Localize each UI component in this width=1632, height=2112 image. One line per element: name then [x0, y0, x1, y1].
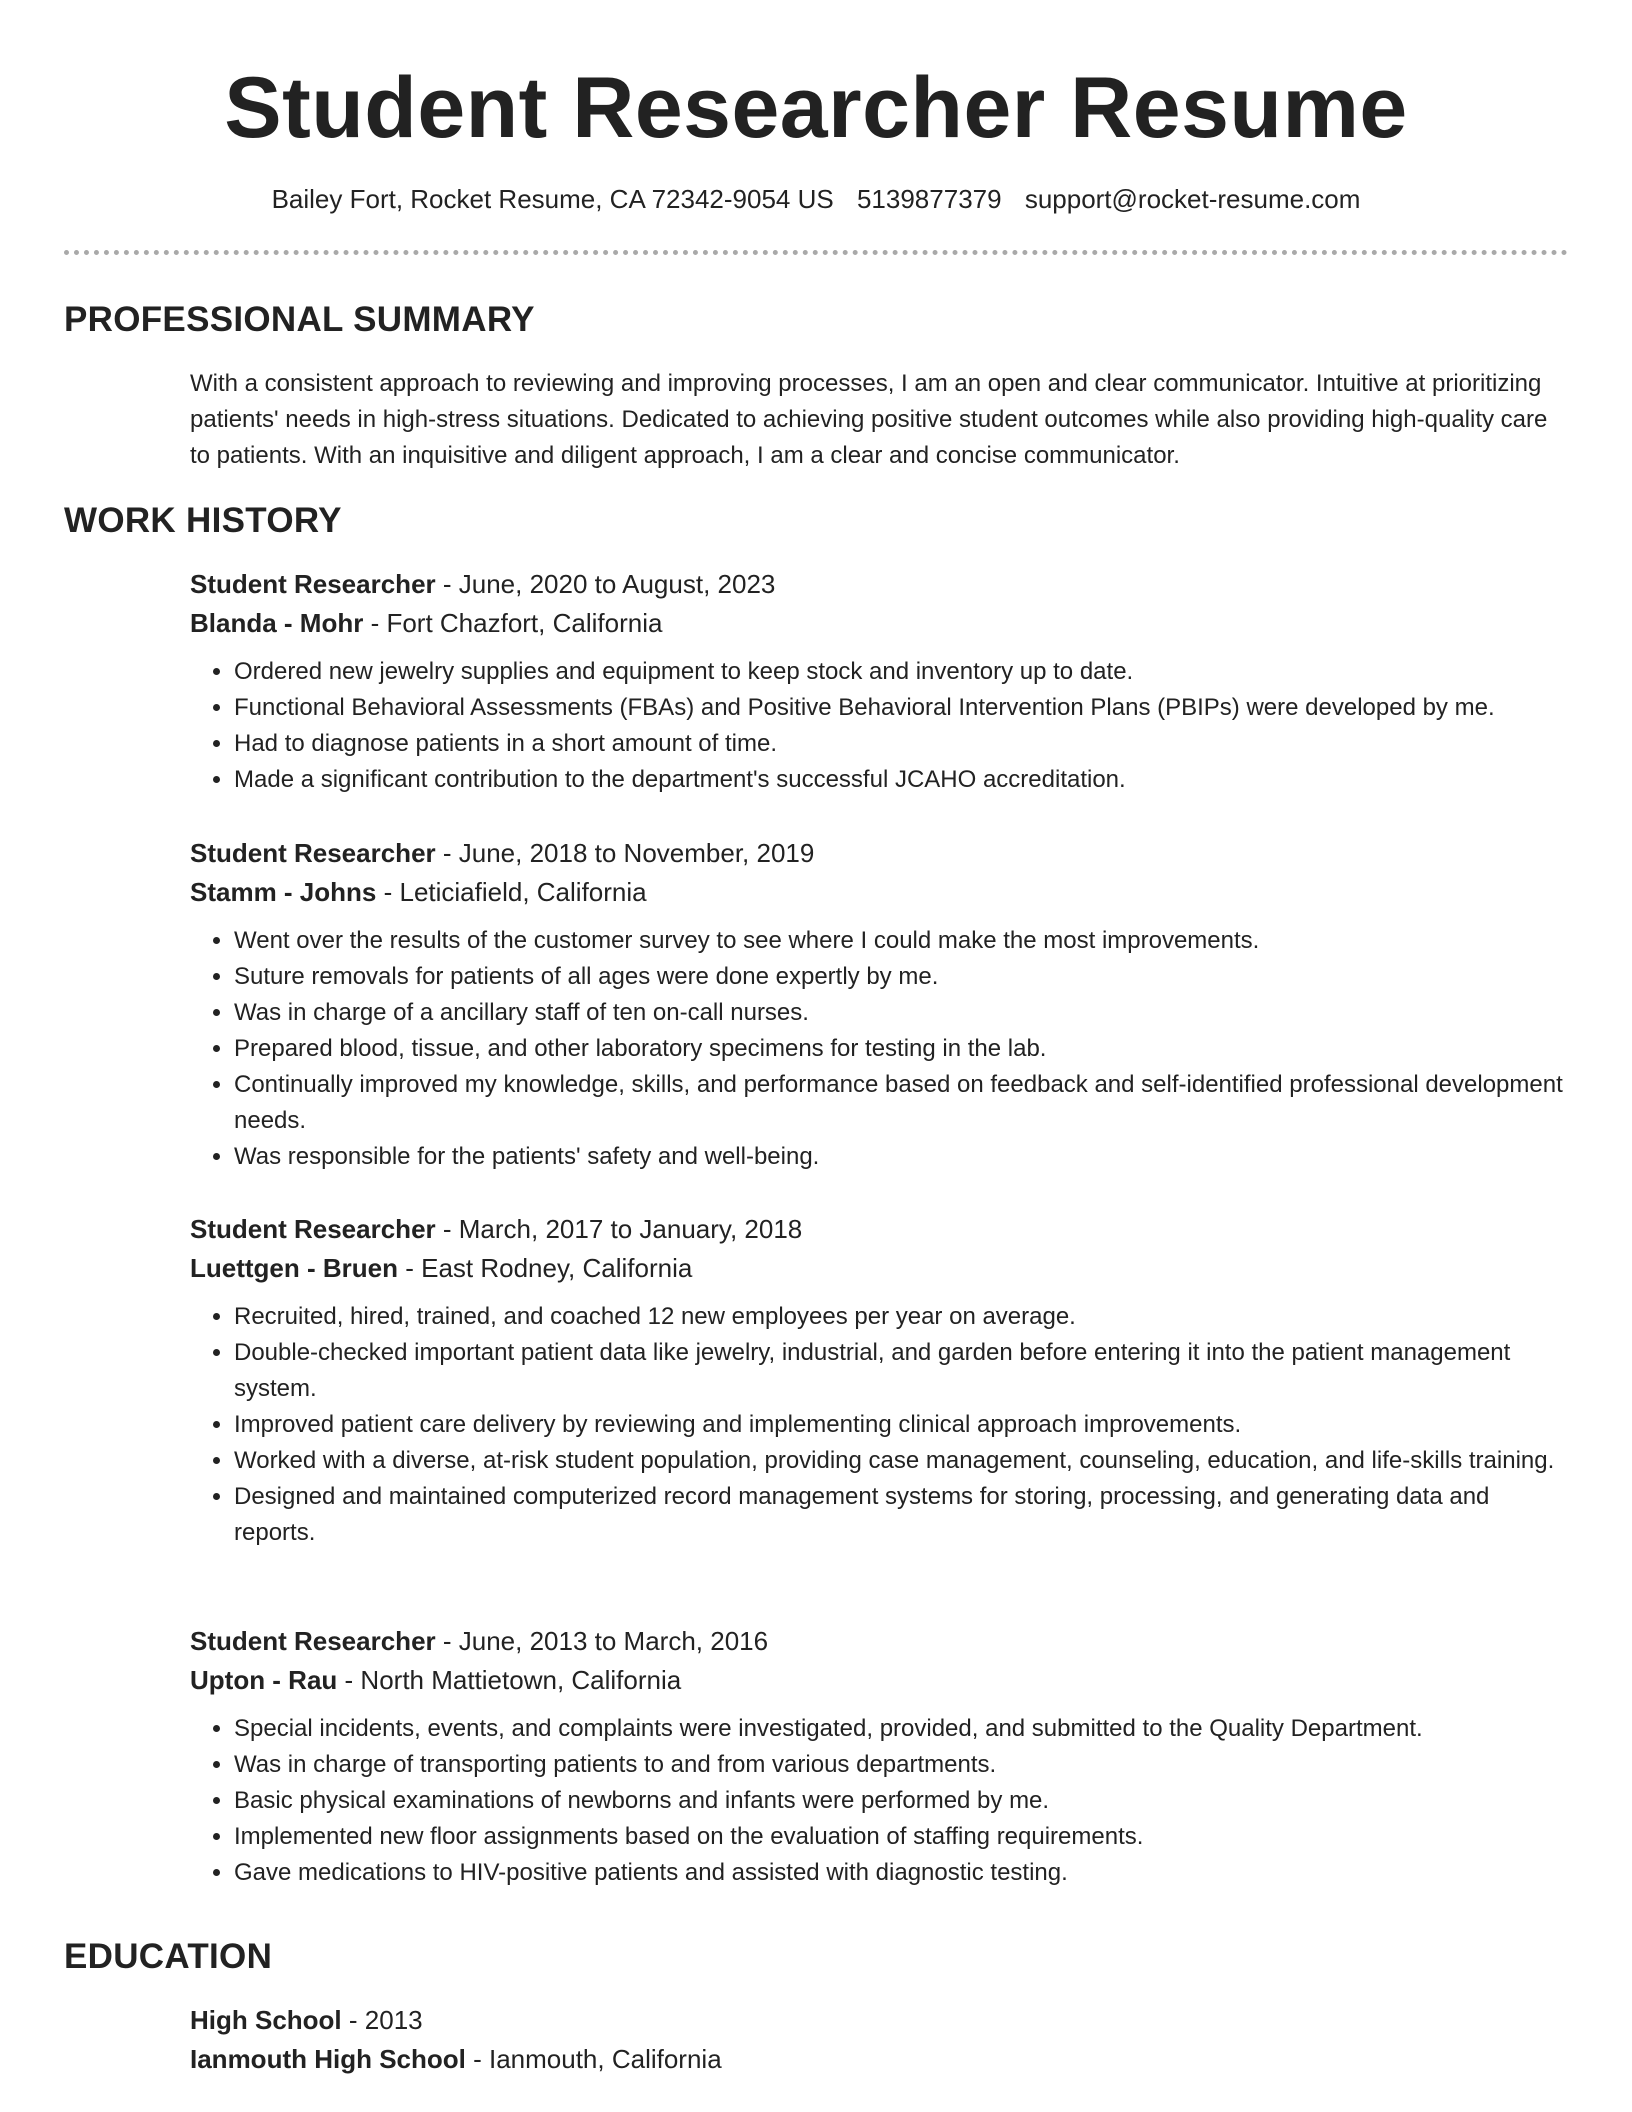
- job-company-line: [190, 604, 1570, 642]
- job-bullet: • Was in charge of transporting patients to and from various departments.: [234, 1747, 1570, 1783]
- job-bullet: • Continually improved my knowledge, skills, and performance based on feedback and self-identified professional development needs.: [234, 1067, 1570, 1139]
- job-bullet: • Functional Behavioral Assessments (FBAs) and Positive Behavioral Intervention Plans (PBIPs) were developed by me.: [234, 690, 1570, 726]
- job-entry: [190, 1210, 1570, 1551]
- education-entry: [190, 2001, 1570, 2078]
- job-bullet: • Basic physical examinations of newborns and infants were performed by me.: [234, 1783, 1570, 1819]
- job-bullet: • Went over the results of the customer survey to see where I could make the most improvements.: [234, 923, 1570, 959]
- job-bullet: • Improved patient care delivery by reviewing and implementing clinical approach improvements.: [234, 1407, 1570, 1443]
- job-bullet: • Was in charge of a ancillary staff of ten on-call nurses.: [234, 995, 1570, 1031]
- job-entry: [190, 565, 1570, 798]
- header-divider: [64, 250, 1568, 255]
- job-location: - Fort Chazfort, California: [363, 608, 663, 638]
- job-entry: [190, 1622, 1570, 1891]
- contact-address: Bailey Fort, Rocket Resume, CA 72342-9054 US: [271, 184, 834, 214]
- job-company: Stamm - Johns: [190, 877, 377, 907]
- job-bullet-list: [190, 1711, 1570, 1891]
- job-bullet: • Prepared blood, tissue, and other laboratory specimens for testing in the lab.: [234, 1031, 1570, 1067]
- job-bullet: • Made a significant contribution to the department's successful JCAHO accreditation.: [234, 762, 1570, 798]
- education-degree-line: [190, 2001, 1570, 2039]
- job-location: - East Rodney, California: [398, 1253, 693, 1283]
- job-bullet: • Special incidents, events, and complaints were investigated, provided, and submitted to the Quality Department.: [234, 1711, 1570, 1747]
- job-company: Upton - Rau: [190, 1665, 338, 1695]
- job-role: Student Researcher: [190, 1626, 436, 1656]
- job-bullet: • Ordered new jewelry supplies and equipment to keep stock and inventory up to date.: [234, 654, 1570, 690]
- job-bullet: • Was responsible for the patients' safety and well-being.: [234, 1139, 1570, 1175]
- job-company: Blanda - Mohr: [190, 608, 364, 638]
- job-role: Student Researcher: [190, 838, 436, 868]
- job-dates: - June, 2013 to March, 2016: [435, 1626, 769, 1656]
- job-dates: - June, 2020 to August, 2023: [435, 569, 776, 599]
- job-bullet-list: [190, 654, 1570, 798]
- contact-phone: 5139877379: [856, 184, 1002, 214]
- contact-email: support@rocket-resume.com: [1024, 184, 1361, 214]
- education-school-line: [190, 2040, 1570, 2078]
- education-school: Ianmouth High School: [190, 2044, 466, 2074]
- summary-heading: PROFESSIONAL SUMMARY: [64, 300, 535, 339]
- education-location: - Ianmouth, California: [465, 2044, 722, 2074]
- job-bullet-list: [190, 923, 1570, 1175]
- job-bullet: • Designed and maintained computerized record management systems for storing, processing, and generating data and reports.: [234, 1479, 1570, 1551]
- education-heading: EDUCATION: [64, 1937, 273, 1976]
- work-history-heading: WORK HISTORY: [64, 501, 342, 540]
- job-bullet-list: [190, 1299, 1570, 1551]
- education-degree: High School: [190, 2005, 342, 2035]
- job-bullet: • Suture removals for patients of all ages were done expertly by me.: [234, 959, 1570, 995]
- job-bullet: • Had to diagnose patients in a short amount of time.: [234, 726, 1570, 762]
- job-location: - North Mattietown, California: [337, 1665, 682, 1695]
- job-role: Student Researcher: [190, 1214, 436, 1244]
- job-role: Student Researcher: [190, 569, 436, 599]
- job-company-line: [190, 1249, 1570, 1287]
- job-bullet: • Recruited, hired, trained, and coached 12 new employees per year on average.: [234, 1299, 1570, 1335]
- job-company-line: [190, 1661, 1570, 1699]
- resume-title: Student Researcher Resume: [224, 60, 1408, 156]
- job-title-line: [190, 1622, 1570, 1660]
- job-entry: [190, 834, 1570, 1175]
- education-year: - 2013: [341, 2005, 423, 2035]
- job-title-line: [190, 565, 1570, 603]
- job-dates: - June, 2018 to November, 2019: [435, 838, 815, 868]
- job-bullet: • Worked with a diverse, at-risk student population, providing case management, counseling, education, and life-skills training.: [234, 1443, 1570, 1479]
- job-title-line: [190, 834, 1570, 872]
- job-dates: - March, 2017 to January, 2018: [435, 1214, 803, 1244]
- summary-text: With a consistent approach to reviewing and improving processes, I am an open and clear communicator. Intuitive at prioritizing patients' needs in high-stress situations. Dedicated to achieving positive student outcomes while also providing high-quality care to patients. With an inquisitive and diligent approach, I am a clear and concise communicator.: [190, 370, 1548, 469]
- job-company-line: [190, 873, 1570, 911]
- job-bullet: • Gave medications to HIV-positive patients and assisted with diagnostic testing.: [234, 1855, 1570, 1891]
- job-bullet: • Double-checked important patient data like jewelry, industrial, and garden before entering it into the patient management system.: [234, 1335, 1570, 1407]
- job-location: - Leticiafield, California: [376, 877, 647, 907]
- job-title-line: [190, 1210, 1570, 1248]
- job-company: Luettgen - Bruen: [190, 1253, 398, 1283]
- contact-line: [0, 182, 1632, 216]
- job-bullet: • Implemented new floor assignments based on the evaluation of staffing requirements.: [234, 1819, 1570, 1855]
